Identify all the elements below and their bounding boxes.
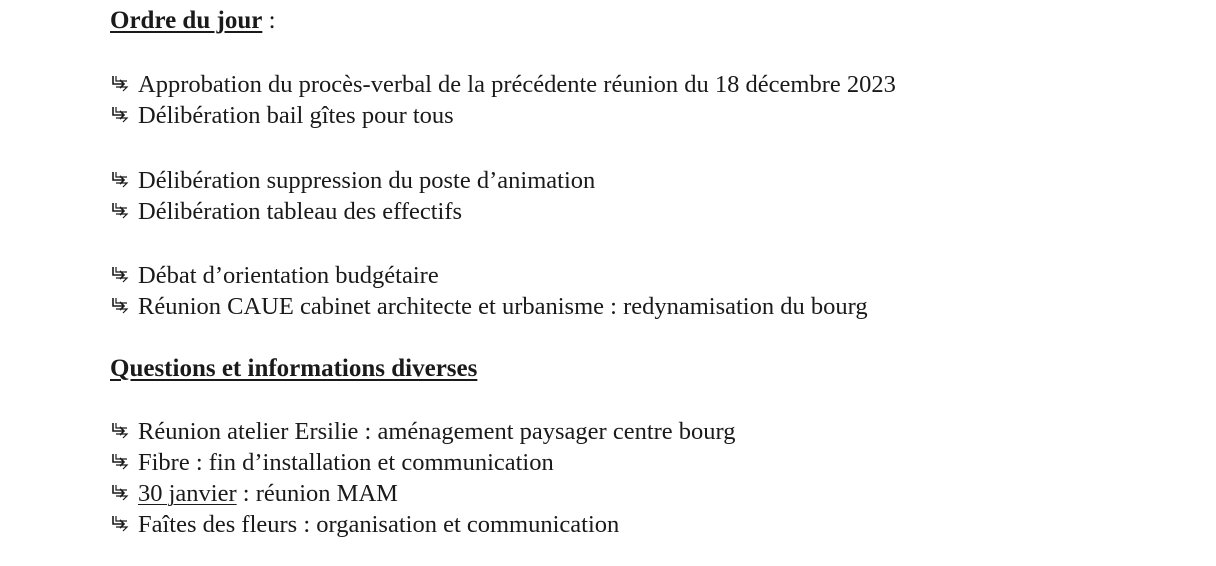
agenda-item-text: Réunion CAUE cabinet architecte et urbanisme : redynamisation du bourg: [138, 293, 868, 320]
mam-text: : réunion MAM: [236, 480, 398, 507]
agenda-item: [110, 196, 1200, 227]
agenda-item: [110, 69, 1200, 100]
question-item: [110, 447, 1200, 478]
hooked-arrow-bullet-icon: [110, 262, 138, 293]
question-item-text: Fibre : fin d’installation et communication: [138, 449, 554, 476]
hooked-arrow-bullet-icon: [110, 167, 138, 198]
agenda-heading: Ordre du jour: [110, 7, 263, 34]
hooked-arrow-bullet-icon: [110, 418, 138, 449]
agenda-heading-suffix: :: [262, 7, 276, 34]
hooked-arrow-bullet-icon: [110, 71, 138, 102]
question-item-text: Faîtes des fleurs : organisation et communication: [138, 511, 620, 538]
agenda-item: [110, 260, 1200, 291]
agenda-item-text: Débat d’orientation budgétaire: [138, 262, 439, 289]
question-item: [110, 509, 1200, 540]
agenda-item: [110, 165, 1200, 196]
agenda-heading-line: [110, 6, 1200, 36]
agenda-item-text: Délibération tableau des effectifs: [138, 198, 463, 225]
hooked-arrow-bullet-icon: [110, 511, 138, 542]
mam-date: 30 janvier: [138, 480, 237, 507]
question-item-mam: [110, 478, 1200, 509]
questions-heading-line: [110, 354, 1200, 384]
question-item: [110, 416, 1200, 447]
agenda-item-text: Délibération bail gîtes pour tous: [138, 102, 454, 129]
questions-heading: Questions et informations diverses: [110, 355, 478, 382]
hooked-arrow-bullet-icon: [110, 293, 138, 324]
hooked-arrow-bullet-icon: [110, 449, 138, 480]
agenda-item-text: Délibération suppression du poste d’animation: [138, 167, 596, 194]
hooked-arrow-bullet-icon: [110, 198, 138, 229]
document-page: [110, 6, 1200, 540]
agenda-item-text: Approbation du procès-verbal de la précédente réunion du 18 décembre 2023: [138, 71, 896, 98]
hooked-arrow-bullet-icon: [110, 102, 138, 133]
question-item-text: Réunion atelier Ersilie : aménagement paysager centre bourg: [138, 418, 736, 445]
agenda-item: [110, 291, 1200, 322]
hooked-arrow-bullet-icon: [110, 480, 138, 511]
agenda-item: [110, 100, 1200, 131]
